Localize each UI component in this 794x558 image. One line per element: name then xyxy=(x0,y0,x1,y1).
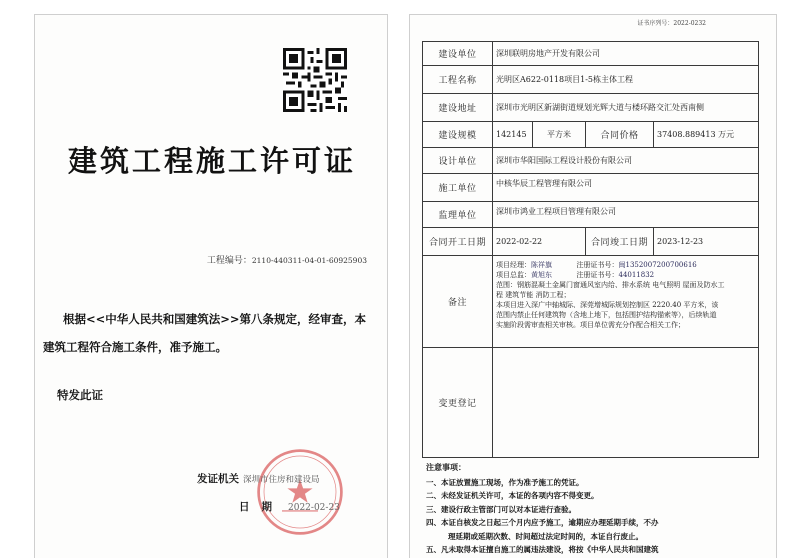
permit-details-page xyxy=(409,14,777,558)
notice-item: 五、凡未取得本证擅自施工的属违法建设，将按《中华人民共和国建筑 xyxy=(426,545,659,554)
permit-cover-page xyxy=(34,14,388,558)
change-registration-label: 变更登记 xyxy=(423,348,493,458)
chief-label: 项目总监： xyxy=(496,271,531,279)
scope-line-3: 本项目进入深广中轴城际、深莞增城际规划控制区 2220.40 平方米，该 xyxy=(496,301,719,309)
price-label: 合同价格 xyxy=(586,122,654,148)
notice-title: 注意事项： xyxy=(426,463,466,472)
remarks-scope xyxy=(496,280,755,290)
row-address xyxy=(423,94,759,122)
chief-name: 黄旭东 xyxy=(531,271,552,279)
scale-unit: 平方米 xyxy=(533,122,586,148)
designer-value: 深圳市华阳国际工程设计股份有限公司 xyxy=(493,148,759,174)
scope-line-4: 范围内禁止任何建筑物（含地上地下，包括围护结构锚索等），后续轨道 xyxy=(496,311,717,319)
scale-value: 142145 xyxy=(493,122,533,148)
notice-item: 理延期或延期次数、时间超过法定时间的，本证自行废止。 xyxy=(448,531,643,541)
permit-title: 建筑工程施工许可证 xyxy=(67,144,356,178)
special-issue-text: 特发此证 xyxy=(57,388,103,402)
end-date-label: 合同竣工日期 xyxy=(586,228,654,256)
end-date-value: 2023-12-23 xyxy=(654,228,759,256)
price-cell xyxy=(654,122,759,148)
notice-item: 一、本证放置施工现场，作为准予施工的凭证。 xyxy=(426,477,584,487)
declaration xyxy=(43,305,379,361)
project-number xyxy=(207,253,367,266)
pm-name: 陈祥旗 xyxy=(531,261,552,269)
declaration-line-1: 根据<<中华人民共和国建筑法>>第八条规定，经审查，本 xyxy=(63,312,367,326)
notice-item: 二、未经发证机关许可，本证的各项内容不得变更。 xyxy=(426,491,599,500)
scope-line-5: 实施阶段需审查相关审核。项目单位需充分作配合相关工作； xyxy=(496,321,685,329)
project-name-label: 工程名称 xyxy=(423,66,493,94)
project-number-label: 工程编号： xyxy=(206,256,252,266)
designer-label: 设计单位 xyxy=(423,148,493,174)
issuing-authority xyxy=(197,471,320,486)
price-value: 37408.889413 xyxy=(657,130,716,139)
start-date-label: 合同开工日期 xyxy=(423,228,493,256)
date-label: 日期 xyxy=(239,501,284,513)
row-builder xyxy=(423,42,759,66)
issuer-value: 深圳市住房和建设局 xyxy=(243,475,320,485)
row-supervisor xyxy=(423,202,759,228)
qr-code-icon xyxy=(283,48,347,112)
price-unit: 万元 xyxy=(718,130,735,139)
builder-label: 建设单位 xyxy=(423,42,493,66)
remarks-pm xyxy=(496,260,755,270)
scale-label: 建设规模 xyxy=(423,122,493,148)
builder-value: 深圳联明房地产开发有限公司 xyxy=(493,42,759,66)
chief-cert: 44011832 xyxy=(618,271,655,279)
row-project-name xyxy=(423,66,759,94)
row-change-registration xyxy=(423,348,759,458)
pm-label: 项目经理： xyxy=(496,261,531,269)
notice-item: 四、本证自核发之日起三个月内应予施工，逾期应办理延期手续，不办 xyxy=(426,518,659,527)
chief-cert-label: 注册证书号： xyxy=(576,271,619,279)
pm-cert: 闽1352007200700616 xyxy=(618,261,697,269)
start-date-value: 2022-02-22 xyxy=(493,228,586,256)
pm-cert-label: 注册证书号： xyxy=(576,261,619,269)
row-constructor xyxy=(423,174,759,202)
row-dates xyxy=(423,228,759,256)
remarks-label: 备注 xyxy=(423,256,493,348)
certificate-serial: 证书序列号：2022-0232 xyxy=(637,20,706,27)
scope-line-2: 程 建筑节能 消防工程； xyxy=(496,291,571,299)
supervisor-value: 深圳市鸿业工程项目管理有限公司 xyxy=(493,202,759,228)
supervisor-label: 监理单位 xyxy=(423,202,493,228)
remarks-content xyxy=(493,256,759,348)
remarks-chief xyxy=(496,270,755,280)
permit-info-table xyxy=(422,41,759,458)
constructor-value: 中核华辰工程管理有限公司 xyxy=(493,174,759,202)
project-number-value: 2110-440311-04-01-60925903 xyxy=(251,256,367,265)
scope-label: 范围： xyxy=(496,281,517,289)
row-scale-price xyxy=(423,122,759,148)
declaration-line-2: 建筑工程符合施工条件，准予施工。 xyxy=(43,340,227,354)
notice-section xyxy=(426,461,770,557)
official-seal-icon xyxy=(255,447,345,537)
notice-item: 三、建设行政主管部门可以对本证进行查验。 xyxy=(426,504,576,514)
row-designer xyxy=(423,148,759,174)
scope-line-1: 钢筋混凝土金属门窗通风室内给、排水系统 电气照明 屋面及防水工 xyxy=(517,281,725,289)
project-name-value: 光明区A622-0118项目1-5栋主体工程 xyxy=(493,66,759,94)
constructor-label: 施工单位 xyxy=(423,174,493,202)
row-remarks xyxy=(423,256,759,348)
change-registration-value xyxy=(493,348,759,458)
date-value: 2022-02-23 xyxy=(288,503,340,513)
issuer-label: 发证机关 xyxy=(197,473,239,485)
address-label: 建设地址 xyxy=(423,94,493,122)
issue-date xyxy=(239,499,340,514)
address-value: 深圳市光明区新湖街道规划光辉大道与楼环路交汇处西南侧 xyxy=(493,94,759,122)
